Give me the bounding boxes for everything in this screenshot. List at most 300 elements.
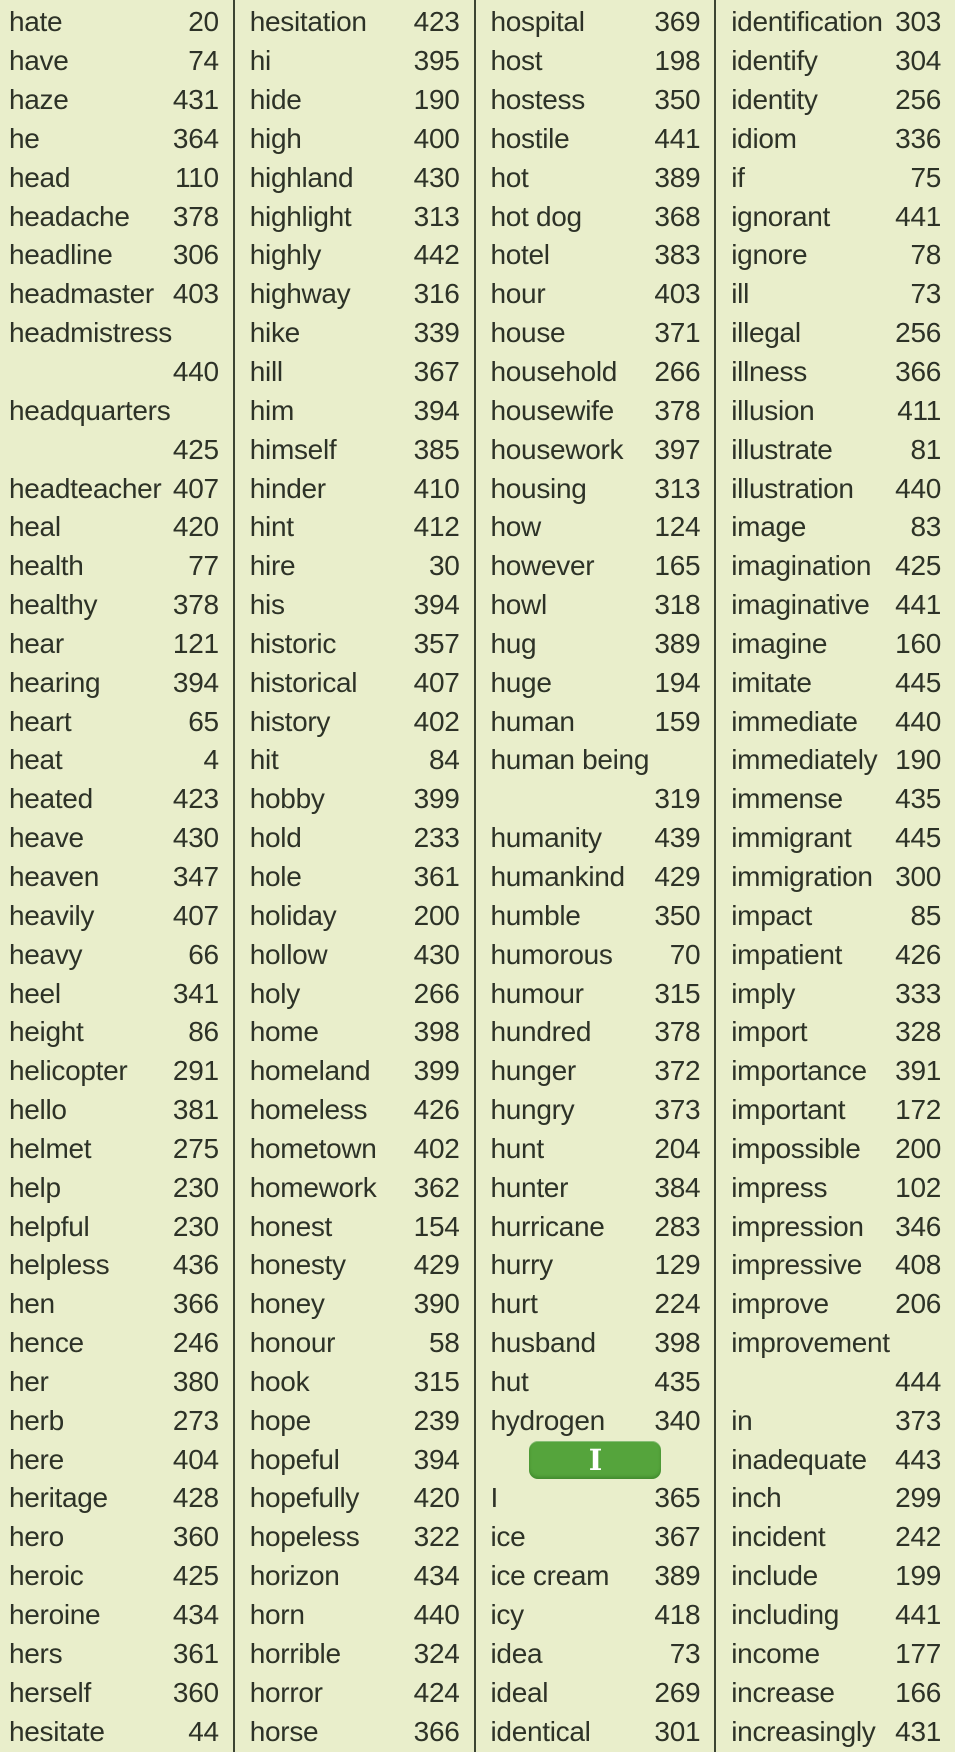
index-entry xyxy=(9,1440,219,1479)
index-entry xyxy=(731,1634,941,1673)
index-entry xyxy=(250,1401,460,1440)
entry-word: headache xyxy=(9,200,130,232)
entry-word: he xyxy=(9,122,40,154)
entry-word: heaven xyxy=(9,860,100,892)
index-column-1 xyxy=(0,0,233,1752)
entry-word: helmet xyxy=(9,1132,92,1164)
index-entry xyxy=(491,1207,701,1246)
entry-word: including xyxy=(731,1599,840,1631)
entry-page-number: 84 xyxy=(428,744,460,776)
entry-page-number: 407 xyxy=(413,666,460,698)
entry-page-number: 233 xyxy=(413,822,460,854)
index-entry xyxy=(491,741,701,780)
index-entry xyxy=(250,3,460,42)
index-entry xyxy=(491,1091,701,1130)
entry-word: horn xyxy=(249,1599,305,1631)
entry-word: hundred xyxy=(490,1016,592,1048)
index-entry xyxy=(250,1246,460,1285)
entry-word: illustration xyxy=(731,472,854,504)
index-entry xyxy=(9,1518,219,1557)
entry-page-number: 304 xyxy=(895,45,941,77)
entry-word: hook xyxy=(249,1365,310,1397)
entry-word: inadequate xyxy=(731,1443,867,1475)
entry-page-number: 73 xyxy=(669,1637,701,1669)
entry-word: humour xyxy=(490,977,584,1009)
index-entry xyxy=(491,1246,701,1285)
entry-word: headquarters xyxy=(9,394,171,426)
entry-page-number: 230 xyxy=(172,1171,219,1203)
index-entry xyxy=(491,1673,701,1712)
index-column-2 xyxy=(233,0,474,1752)
entry-word: hunter xyxy=(490,1171,569,1203)
index-entry xyxy=(9,780,219,819)
entry-word: herself xyxy=(9,1676,91,1708)
entry-page-number: 300 xyxy=(895,860,941,892)
entry-page-number: 381 xyxy=(172,1094,219,1126)
entry-page-number: 412 xyxy=(413,511,460,543)
entry-word: homework xyxy=(249,1171,377,1203)
entry-page-number: 341 xyxy=(172,977,219,1009)
entry-word: immense xyxy=(731,783,843,815)
index-entry xyxy=(9,1129,219,1168)
index-entry xyxy=(731,663,941,702)
index-entry xyxy=(250,702,460,741)
entry-page-number: 441 xyxy=(895,1599,941,1631)
index-entry xyxy=(250,974,460,1013)
entry-page-number: 239 xyxy=(413,1404,460,1436)
index-entry xyxy=(491,663,701,702)
entry-word: honesty xyxy=(249,1249,346,1281)
index-entry xyxy=(250,1440,460,1479)
entry-word: hike xyxy=(249,317,300,349)
entry-page-number: 440 xyxy=(895,705,941,737)
index-entry xyxy=(250,1013,460,1052)
entry-page-number: 429 xyxy=(654,860,701,892)
entry-word: high xyxy=(249,122,302,154)
entry-page-number: 368 xyxy=(654,200,701,232)
entry-word: hostess xyxy=(490,84,585,116)
index-entry xyxy=(250,197,460,236)
index-entry xyxy=(491,1557,701,1596)
entry-page-number: 431 xyxy=(172,84,219,116)
entry-page-number: 322 xyxy=(413,1521,460,1553)
index-entry xyxy=(250,353,460,392)
entry-page-number: 102 xyxy=(895,1171,941,1203)
entry-page-number: 86 xyxy=(188,1016,219,1048)
entry-word: include xyxy=(731,1560,818,1592)
index-entry xyxy=(731,1673,941,1712)
index-entry xyxy=(731,314,941,353)
index-entry xyxy=(9,1168,219,1207)
entry-word: heal xyxy=(9,511,61,543)
entry-word: here xyxy=(9,1443,64,1475)
entry-word: historic xyxy=(249,627,337,659)
index-entry xyxy=(9,314,219,353)
entry-word: hint xyxy=(249,511,294,543)
index-entry xyxy=(731,275,941,314)
entry-page-number: 206 xyxy=(895,1288,941,1320)
index-entry xyxy=(250,275,460,314)
entry-word: hungry xyxy=(490,1094,575,1126)
entry-page-number: 366 xyxy=(895,356,941,388)
index-entry xyxy=(491,1479,701,1518)
index-entry xyxy=(491,896,701,935)
entry-page-number: 266 xyxy=(654,356,701,388)
entry-word: heroic xyxy=(9,1560,84,1592)
index-entry xyxy=(491,120,701,159)
index-entry xyxy=(731,1168,941,1207)
index-entry xyxy=(491,1013,701,1052)
entry-word: imagine xyxy=(731,627,828,659)
index-entry xyxy=(250,1712,460,1751)
index-entry xyxy=(250,741,460,780)
index-entry xyxy=(731,780,941,819)
index-entry xyxy=(250,1091,460,1130)
index-entry xyxy=(491,1168,701,1207)
entry-word: idea xyxy=(490,1637,543,1669)
entry-word: hurricane xyxy=(490,1210,605,1242)
entry-page-number: 395 xyxy=(413,45,460,77)
entry-word: impression xyxy=(731,1210,864,1242)
index-entry xyxy=(250,780,460,819)
entry-page-number: 445 xyxy=(895,822,941,854)
index-entry xyxy=(491,275,701,314)
entry-page-number: 242 xyxy=(895,1521,941,1553)
index-entry xyxy=(250,391,460,430)
entry-page-number: 200 xyxy=(413,899,460,931)
entry-word: hurt xyxy=(490,1288,538,1320)
index-entry xyxy=(491,1634,701,1673)
index-entry xyxy=(9,1246,219,1285)
index-entry xyxy=(9,896,219,935)
entry-page-number: 402 xyxy=(413,705,460,737)
entry-page-number: 121 xyxy=(172,627,219,659)
index-entry xyxy=(491,974,701,1013)
entry-word: heat xyxy=(9,744,63,776)
entry-word: house xyxy=(490,317,566,349)
entry-page-number: 204 xyxy=(654,1132,701,1164)
index-entry xyxy=(250,586,460,625)
entry-page-number: 430 xyxy=(413,938,460,970)
entry-page-number: 402 xyxy=(413,1132,460,1164)
entry-page-number: 361 xyxy=(172,1637,219,1669)
index-entry xyxy=(250,1557,460,1596)
entry-word: income xyxy=(731,1637,820,1669)
entry-page-number: 373 xyxy=(895,1404,941,1436)
index-entry xyxy=(250,469,460,508)
index-entry xyxy=(9,1673,219,1712)
entry-page-number: 407 xyxy=(172,472,219,504)
entry-page-number: 436 xyxy=(172,1249,219,1281)
entry-page-number: 313 xyxy=(413,200,460,232)
entry-page-number: 256 xyxy=(895,84,941,116)
entry-word: have xyxy=(9,45,69,77)
entry-word: hot dog xyxy=(490,200,582,232)
index-entry xyxy=(491,508,701,547)
index-entry xyxy=(250,1363,460,1402)
entry-page-number: 441 xyxy=(895,200,941,232)
entry-page-number: 369 xyxy=(654,6,701,38)
entry-word: hope xyxy=(249,1404,311,1436)
entry-word: image xyxy=(731,511,807,543)
entry-word: imply xyxy=(731,977,796,1009)
entry-word: him xyxy=(249,394,294,426)
entry-word: impress xyxy=(731,1171,828,1203)
entry-page-number: 441 xyxy=(654,122,701,154)
entry-page-number: 426 xyxy=(895,938,941,970)
entry-page-number: 58 xyxy=(428,1327,460,1359)
entry-page-number: 340 xyxy=(654,1404,701,1436)
index-column-4 xyxy=(714,0,955,1752)
entry-word: husband xyxy=(490,1327,596,1359)
entry-page-number: 299 xyxy=(895,1482,941,1514)
index-entry xyxy=(491,1285,701,1324)
index-entry xyxy=(9,1401,219,1440)
entry-page-number: 73 xyxy=(910,278,941,310)
entry-word: idiom xyxy=(731,122,797,154)
entry-word: highway xyxy=(249,278,351,310)
entry-word: heroine xyxy=(9,1599,101,1631)
entry-word: impossible xyxy=(731,1132,861,1164)
entry-page-number: 389 xyxy=(654,627,701,659)
index-entry xyxy=(491,158,701,197)
entry-page-number: 339 xyxy=(413,317,460,349)
entry-page-number: 380 xyxy=(172,1365,219,1397)
index-entry xyxy=(731,1246,941,1285)
entry-page-number: 256 xyxy=(895,317,941,349)
entry-word: headmaster xyxy=(9,278,154,310)
index-entry xyxy=(250,508,460,547)
entry-page-number: 78 xyxy=(910,239,941,271)
index-entry xyxy=(731,1129,941,1168)
entry-page-number: 315 xyxy=(654,977,701,1009)
entry-page-number: 384 xyxy=(654,1171,701,1203)
entry-word: imagination xyxy=(731,550,872,582)
index-entry xyxy=(491,353,701,392)
entry-word: hunger xyxy=(490,1055,576,1087)
index-entry xyxy=(731,819,941,858)
entry-page-number: 194 xyxy=(654,666,701,698)
entry-word: housewife xyxy=(490,394,614,426)
entry-word: her xyxy=(9,1365,49,1397)
index-entry xyxy=(731,1207,941,1246)
index-entry xyxy=(250,1596,460,1635)
index-entry xyxy=(9,3,219,42)
entry-word: hour xyxy=(490,278,546,310)
entry-word: horizon xyxy=(249,1560,340,1592)
entry-page-number: 425 xyxy=(172,433,219,465)
entry-page-number: 224 xyxy=(654,1288,701,1320)
entry-word: hen xyxy=(9,1288,55,1320)
index-entry xyxy=(9,741,219,780)
index-entry xyxy=(9,935,219,974)
entry-word: himself xyxy=(249,433,337,465)
entry-word: headteacher xyxy=(9,472,162,504)
entry-word: heavy xyxy=(9,938,83,970)
entry-word: hunt xyxy=(490,1132,544,1164)
entry-page-number: 350 xyxy=(654,899,701,931)
entry-page-number: 390 xyxy=(413,1288,460,1320)
index-entry xyxy=(731,1479,941,1518)
index-entry xyxy=(250,81,460,120)
index-entry xyxy=(9,197,219,236)
entry-word: hero xyxy=(9,1521,64,1553)
entry-page-number: 441 xyxy=(895,589,941,621)
index-entry xyxy=(9,391,219,430)
entry-page-number: 283 xyxy=(654,1210,701,1242)
entry-page-number: 434 xyxy=(413,1560,460,1592)
index-entry xyxy=(9,42,219,81)
entry-page-number: 361 xyxy=(413,860,460,892)
entry-word: horror xyxy=(249,1676,323,1708)
entry-page-number: 154 xyxy=(413,1210,460,1242)
entry-word: hostile xyxy=(490,122,570,154)
entry-word: ice xyxy=(490,1521,526,1553)
entry-word: hollow xyxy=(249,938,328,970)
entry-word: immigration xyxy=(731,860,873,892)
entry-word: hold xyxy=(249,822,302,854)
entry-word: heave xyxy=(9,822,84,854)
entry-word: hence xyxy=(9,1327,84,1359)
entry-page-number: 177 xyxy=(895,1637,941,1669)
entry-word: hit xyxy=(249,744,279,776)
entry-word: huge xyxy=(490,666,552,698)
entry-page-number: 428 xyxy=(172,1482,219,1514)
entry-word: honour xyxy=(249,1327,336,1359)
entry-page-number: 431 xyxy=(895,1715,941,1747)
entry-word: honest xyxy=(249,1210,333,1242)
entry-page-number: 30 xyxy=(428,550,460,582)
entry-word: ignorant xyxy=(731,200,831,232)
index-entry xyxy=(731,81,941,120)
index-entry xyxy=(731,1557,941,1596)
entry-word: identity xyxy=(731,84,818,116)
entry-page-number: 159 xyxy=(654,705,701,737)
entry-page-number: 440 xyxy=(172,356,219,388)
entry-word: hear xyxy=(9,627,64,659)
entry-word: human xyxy=(490,705,575,737)
index-entry xyxy=(250,625,460,664)
entry-word: identical xyxy=(490,1715,591,1747)
entry-word: homeless xyxy=(249,1094,368,1126)
entry-page-number: 346 xyxy=(895,1210,941,1242)
entry-page-number: 394 xyxy=(413,589,460,621)
entry-page-number: 440 xyxy=(895,472,941,504)
index-entry xyxy=(731,1285,941,1324)
index-entry xyxy=(250,236,460,275)
entry-word: illegal xyxy=(731,317,801,349)
entry-page-number: 435 xyxy=(895,783,941,815)
entry-word: illusion xyxy=(731,394,815,426)
entry-page-number: 423 xyxy=(413,6,460,38)
index-entry xyxy=(731,42,941,81)
entry-page-number: 366 xyxy=(172,1288,219,1320)
entry-page-number: 445 xyxy=(895,666,941,698)
index-entry xyxy=(491,391,701,430)
entry-word: history xyxy=(249,705,331,737)
entry-word: heated xyxy=(9,783,93,815)
index-entry xyxy=(250,547,460,586)
index-entry xyxy=(491,197,701,236)
entry-word: immigrant xyxy=(731,822,852,854)
entry-page-number: 398 xyxy=(413,1016,460,1048)
index-entry xyxy=(731,3,941,42)
entry-word: heel xyxy=(9,977,61,1009)
entry-word: helicopter xyxy=(9,1055,128,1087)
index-entry xyxy=(250,1673,460,1712)
entry-page-number: 357 xyxy=(413,627,460,659)
entry-word: immediate xyxy=(731,705,858,737)
index-entry xyxy=(9,81,219,120)
entry-word: holiday xyxy=(249,899,337,931)
entry-page-number: 444 xyxy=(895,1365,941,1397)
index-entry xyxy=(491,935,701,974)
entry-word: hinder xyxy=(249,472,326,504)
entry-word: holy xyxy=(249,977,300,1009)
index-entry xyxy=(731,1052,941,1091)
entry-word: hobby xyxy=(249,783,325,815)
entry-page-number: 399 xyxy=(413,1055,460,1087)
entry-page-number: 199 xyxy=(895,1560,941,1592)
entry-page-number: 303 xyxy=(895,6,941,38)
entry-word: hopeless xyxy=(249,1521,360,1553)
entry-page-number: 378 xyxy=(172,200,219,232)
entry-word: haze xyxy=(9,84,69,116)
entry-word: help xyxy=(9,1171,61,1203)
entry-page-number: 4 xyxy=(203,744,219,776)
entry-word: host xyxy=(490,45,543,77)
index-entry xyxy=(491,469,701,508)
index-entry xyxy=(9,702,219,741)
entry-word: imitate xyxy=(731,666,812,698)
entry-page-number: 400 xyxy=(413,122,460,154)
index-entry xyxy=(731,858,941,897)
entry-page-number: 70 xyxy=(669,938,701,970)
entry-page-number: 190 xyxy=(413,84,460,116)
section-divider-row xyxy=(491,1440,701,1479)
entry-page-number: 367 xyxy=(413,356,460,388)
entry-word: incident xyxy=(731,1521,826,1553)
entry-word: horse xyxy=(249,1715,319,1747)
index-entry xyxy=(731,1518,941,1557)
entry-page-number: 391 xyxy=(895,1055,941,1087)
entry-page-number: 364 xyxy=(172,122,219,154)
entry-word: health xyxy=(9,550,84,582)
entry-page-number: 378 xyxy=(654,394,701,426)
entry-word: horrible xyxy=(249,1637,341,1669)
entry-word: importance xyxy=(731,1055,867,1087)
entry-word: human being xyxy=(490,744,650,776)
entry-word: hospital xyxy=(490,6,585,38)
index-entry xyxy=(9,353,219,392)
entry-page-number: 389 xyxy=(654,161,701,193)
entry-page-number: 430 xyxy=(172,822,219,854)
index-entry xyxy=(9,858,219,897)
entry-page-number: 328 xyxy=(895,1016,941,1048)
entry-word: hill xyxy=(249,356,283,388)
index-entry xyxy=(250,1207,460,1246)
entry-page-number: 403 xyxy=(654,278,701,310)
entry-page-number: 347 xyxy=(172,860,219,892)
entry-word: hole xyxy=(249,860,302,892)
entry-page-number: 420 xyxy=(413,1482,460,1514)
index-entry xyxy=(250,314,460,353)
entry-word: headmistress xyxy=(9,317,172,349)
entry-page-number: 429 xyxy=(413,1249,460,1281)
index-entry xyxy=(491,1052,701,1091)
entry-page-number: 77 xyxy=(188,550,219,582)
index-entry xyxy=(250,858,460,897)
